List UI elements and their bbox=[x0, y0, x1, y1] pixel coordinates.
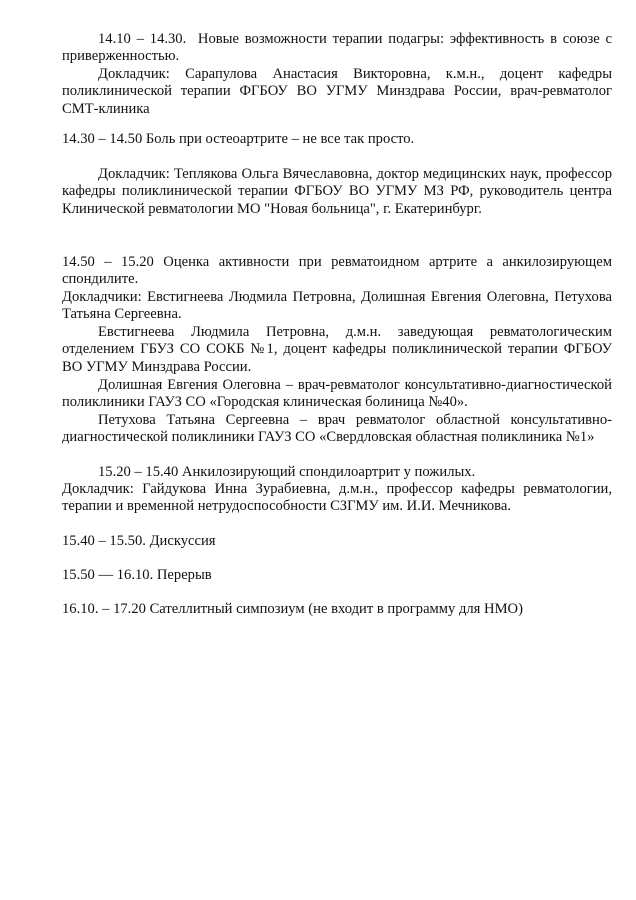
session-time: 16.10. – 17.20 bbox=[62, 601, 146, 617]
speaker-petukhova: Петухова Татьяна Сергеевна – врач ревматолог областной консультативно-диагностической поликлиники ГАУЗ СО «Свердловская областная поликлиника №1» bbox=[62, 412, 612, 446]
session-time: 14.10 – 14.30. bbox=[98, 31, 187, 47]
speaker-teplyakova: Докладчик: Теплякова Ольга Вячеславовна, доктор медицинских наук, профессор кафедры поликлинической терапии ФГБОУ ВО УГМУ МЗ РФ, руководитель центра Клинической ревматологии МО "Новая больница", г. Екатеринбург. bbox=[62, 166, 612, 217]
session-discussion bbox=[62, 533, 612, 550]
session-time: 15.40 – 15.50. bbox=[62, 533, 146, 549]
session-title: Перерыв bbox=[156, 567, 212, 583]
speaker-dolishnaya: Долишная Евгения Олеговна – врач-ревматолог консультативно-диагностической поликлиники ГАУЗ СО «Городская клиническая болиница №40». bbox=[62, 377, 612, 411]
speaker-sarapulova: Докладчик: Сарапулова Анастасия Викторовна, к.м.н., доцент кафедры поликлинической терапии ФГБОУ ВО УГМУ Минздрава России, врач-ревматолог СМТ-клиника bbox=[62, 66, 612, 117]
session-time: 14.50 – 15.20 bbox=[62, 254, 154, 270]
session-osteoarthritis bbox=[62, 131, 612, 148]
session-title: Дискуссия bbox=[149, 533, 216, 549]
session-ankylosing-spondylitis bbox=[62, 464, 612, 481]
session-gout bbox=[62, 31, 612, 66]
session-title: Оценка активности при ревматоидном артрите а анкилозирующем спондилите. bbox=[62, 254, 612, 288]
session-time: 15.20 – 15.40 bbox=[98, 464, 179, 480]
session-activity-assessment bbox=[62, 254, 612, 289]
speaker-evstigneeva: Евстигнеева Людмила Петровна, д.м.н. заведующая ревматологическим отделением ГБУЗ СО СОКБ №1, доцент кафедры поликлинической терапии ФГБОУ ВО УГМУ Минздрава России. bbox=[62, 324, 612, 375]
session-satellite-symposium bbox=[62, 601, 612, 618]
session-title: Боль при остеоартрите – не все так просто. bbox=[145, 131, 415, 147]
session-title: Анкилозирующий спондилоартрит у пожилых. bbox=[181, 464, 476, 480]
speaker-gaydukova: Докладчик: Гайдукова Инна Зурабиевна, д.м.н., профессор кафедры ревматологии, терапии и временной нетрудоспособности СЗГМУ им. И.И. Мечникова. bbox=[62, 481, 612, 515]
session-break bbox=[62, 567, 612, 584]
session-title: Сателлитный симпозиум (не входит в программу для НМО) bbox=[149, 601, 523, 617]
session-time: 14.30 – 14.50 bbox=[62, 131, 143, 147]
speakers-list: Докладчики: Евстигнеева Людмила Петровна, Долишная Евгения Олеговна, Петухова Татьяна Сергеевна. bbox=[62, 289, 612, 323]
session-title: Новые возможности терапии подагры: эффективность в союзе с приверженностью. bbox=[62, 31, 613, 65]
session-time: 15.50 — 16.10. bbox=[62, 567, 154, 583]
